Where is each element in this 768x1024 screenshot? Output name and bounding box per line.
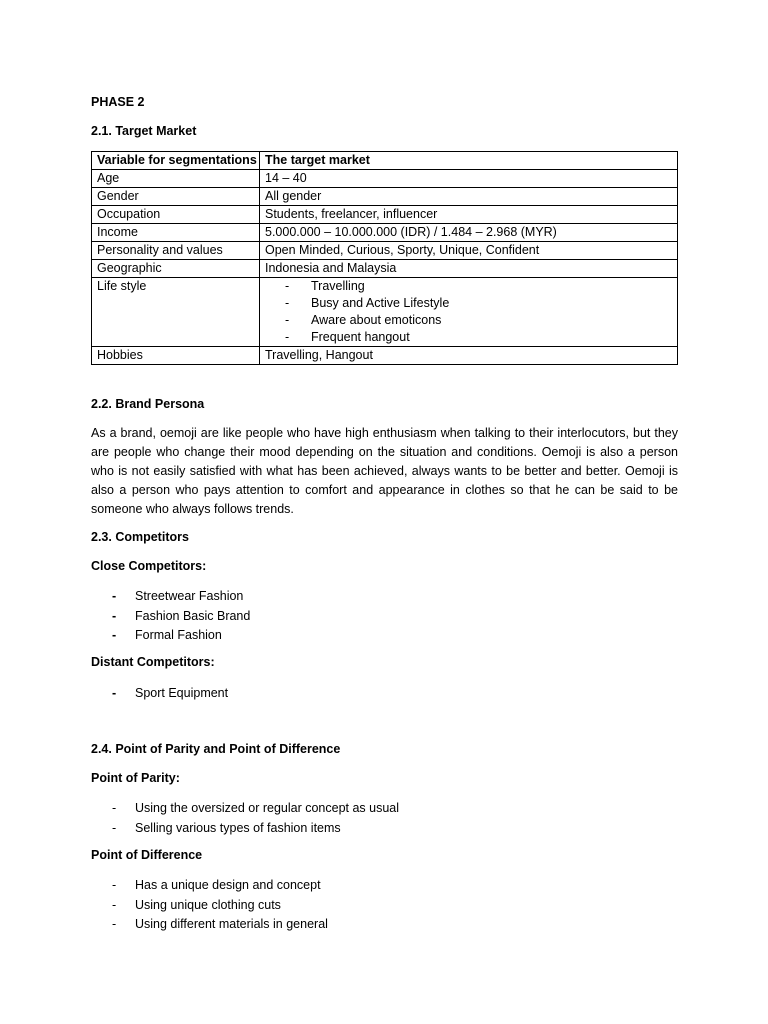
bullet-dash: - xyxy=(285,279,290,293)
table-header-cell: The target market xyxy=(260,152,678,170)
bullet-dash: - xyxy=(285,313,290,327)
list-item xyxy=(91,799,399,819)
section-2-4-heading: 2.4. Point of Parity and Point of Difference xyxy=(91,742,341,756)
table-cell: Travelling, Hangout xyxy=(260,347,678,365)
table-header-cell: Variable for segmentations xyxy=(92,152,260,170)
list-item xyxy=(91,896,328,916)
lifestyle-list-cell xyxy=(260,278,678,347)
table-row xyxy=(92,242,678,260)
table-cell: Students, freelancer, influencer xyxy=(260,206,678,224)
list-item-text: Busy and Active Lifestyle xyxy=(311,296,450,310)
table-row-lifestyle xyxy=(92,278,678,347)
phase-heading: PHASE 2 xyxy=(91,95,145,109)
distant-competitors-label: Distant Competitors: xyxy=(91,655,215,669)
section-2-3-heading: 2.3. Competitors xyxy=(91,530,189,544)
list-item-text: Sport Equipment xyxy=(135,686,229,700)
brand-persona-paragraph: As a brand, oemoji are like people who have high enthusiasm when talking to their interlocutors, but they are people who change their mood depending on the situation and conditions. Oemoji is also a person who is not easily satisfied with what has been achieved, always wants to be better and better. Oemoji is also a person who pays attention to comfort and appearance in clothes so that he can be said to be someone who always follows trends. xyxy=(91,426,678,516)
target-market-table-wrap xyxy=(91,151,678,365)
section-2-1-heading: 2.1. Target Market xyxy=(91,124,197,138)
point-of-difference-list xyxy=(91,876,328,935)
bullet-dash: - xyxy=(112,917,117,931)
list-item-text: Fashion Basic Brand xyxy=(135,608,251,623)
table-row xyxy=(92,224,678,242)
list-item-text: Travelling xyxy=(311,279,365,293)
bullet-dash: - xyxy=(112,820,117,835)
list-item xyxy=(91,626,250,646)
list-item xyxy=(91,876,328,896)
table-cell: Personality and values xyxy=(92,242,260,260)
table-cell: 5.000.000 – 10.000.000 (IDR) / 1.484 – 2.968 (MYR) xyxy=(260,224,678,242)
bullet-dash: - xyxy=(112,686,117,700)
list-item-text: Using unique clothing cuts xyxy=(135,897,281,912)
close-competitors-label: Close Competitors: xyxy=(91,559,207,573)
list-item xyxy=(91,587,250,607)
list-item xyxy=(265,312,677,329)
bullet-dash: - xyxy=(112,589,117,603)
distant-competitors-list xyxy=(91,684,228,704)
table-cell: Income xyxy=(92,224,260,242)
bullet-dash: - xyxy=(112,801,117,815)
table-cell: Age xyxy=(92,170,260,188)
list-item xyxy=(91,915,328,935)
target-market-table xyxy=(91,151,678,365)
close-competitors-list xyxy=(91,587,250,646)
table-cell: 14 – 40 xyxy=(260,170,678,188)
list-item-text: Has a unique design and concept xyxy=(135,878,321,892)
table-cell: Geographic xyxy=(92,260,260,278)
list-item xyxy=(265,329,677,346)
table-row xyxy=(92,347,678,365)
list-item xyxy=(91,684,228,704)
table-header-row xyxy=(92,152,678,170)
table-cell: Open Minded, Curious, Sporty, Unique, Confident xyxy=(260,242,678,260)
list-item xyxy=(265,295,677,312)
table-row xyxy=(92,188,678,206)
table-cell: Hobbies xyxy=(92,347,260,365)
table-cell: Gender xyxy=(92,188,260,206)
table-cell: Indonesia and Malaysia xyxy=(260,260,678,278)
table-cell: Occupation xyxy=(92,206,260,224)
table-row xyxy=(92,170,678,188)
table-row xyxy=(92,206,678,224)
list-item-text: Using different materials in general xyxy=(135,917,328,931)
point-of-difference-label: Point of Difference xyxy=(91,848,203,862)
list-item-text: Aware about emoticons xyxy=(311,313,442,327)
section-2-2-heading: 2.2. Brand Persona xyxy=(91,397,205,411)
point-of-parity-label: Point of Parity: xyxy=(91,771,180,785)
bullet-dash: - xyxy=(285,296,290,310)
table-cell: Life style xyxy=(92,278,260,347)
list-item xyxy=(91,819,399,839)
bullet-dash: - xyxy=(285,330,290,344)
list-item-text: Selling various types of fashion items xyxy=(135,820,341,835)
list-item xyxy=(91,607,250,627)
brand-persona-paragraph-wrap xyxy=(91,424,678,519)
bullet-dash: - xyxy=(112,608,117,623)
list-item-text: Streetwear Fashion xyxy=(135,589,244,603)
list-item-text: Using the oversized or regular concept as usual xyxy=(135,801,400,815)
list-item xyxy=(265,278,677,295)
bullet-dash: - xyxy=(112,628,117,642)
table-row xyxy=(92,260,678,278)
point-of-parity-list xyxy=(91,799,399,838)
table-cell: All gender xyxy=(260,188,678,206)
bullet-dash: - xyxy=(112,897,117,912)
list-item-text: Frequent hangout xyxy=(311,330,410,344)
list-item-text: Formal Fashion xyxy=(135,628,222,642)
bullet-dash: - xyxy=(112,878,117,892)
